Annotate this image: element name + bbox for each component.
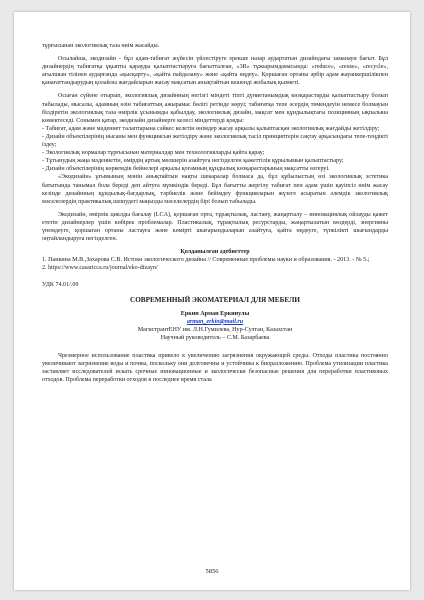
udk-code: УДК 74.01/.09 [42,282,79,289]
reference-item: 1. Панкина М.В.,Захарова С.В. Истоки экологического дизайна // Современные проблемы науки и образования. - 2013. - № 5.; [42,257,370,264]
document-page [14,12,410,590]
paragraph-kz-3: «Экодизайн» ұғымының мәнін анықтайтын нақты шекаралар болмаса да, бұл құбылыстың өзі экологиялық эстетика батытында танымал бола береді деп айтуға мүмкіндік береді. Бұл бағытты жергілу табиғат пен адам үшін қауіпсіз өнім жасау кезінде дизайнның құндылық-бағдарлық, тәрбиелік және бейімдеу функцияларын жүзеге асыратын әлемдік экологиялық мәселелердің практикалық шешудегі маңызды мәселелердің бірі болып табылады. [42,174,388,205]
paragraph-kz-0: тұрғысынан экологиялық таза өнім жасайды. [42,43,160,49]
paragraph-kz-2: Осыған сүйене отырып, экологиялық дизайнның негізгі міндеті тіпті дүниетанымдық көзқарастарды қалыптастыру болып табылады, мысалы, адамның өзін табиғаттың ажырамас бөлігі ретінде көруі; табиғатқа тепе әсердің төмендеуін немесе болмауын білдіретін экологиялық таза өмірлік ұсынымды қабылдау, экологиялық дизайн, мақсат мен құндылықтағы позицияның ықпалына көмектеседі. Сонымен қатар, экодизайн дизайнерге келесі міндеттерді қояды: [42,93,388,124]
list-item: - Экологиялық нормалар тұрғысынан материалдар мен технологияларды қайта қарау; [42,150,265,157]
supervisor: Научный руководитель – С.М. Базарбаева [160,334,270,341]
reference-item: 2. https://www.casaricca.ru/journal/eko-dizayn/ [42,265,158,272]
list-item: - Дизайн объектілерінің нысаны мен функциясын жетілдіру және экологиялық тасіл принциптерін сақтау арқасындағы тепе-теңдікті іздеу; [42,133,388,149]
list-item: - Тұтынудың жаңа мәдениетін, өмірдің артық мөлшерін азайтуға негізделген қажеттілік құрылымын қалыптастыру; [42,158,344,165]
page-content [42,42,388,384]
references-heading: Қолданылған әдебиеттер [180,249,250,256]
page-number: 5856 [205,568,219,575]
list-item: - Табиғат, адам және мәдениет талаптарына сәйкес келетін өнімдер жасау арқылы қалыптасқан экологиялық жағдайды жетілдіру; [42,125,380,132]
list-item: - Дизайн объектілерінің көркемдік бейнелері арқылы қоғамның құндылық көзқарастарының мақсатты өзгеруі. [42,166,330,173]
author-email-link[interactable]: arman_erkin@mail.ru [186,318,244,325]
paragraph-kz-1: Осылайша, экодизайн - бұл адам-табиғат жүйесін үйлестіруге ерекше назар аудартатын дизайндағы заманауи бағыт. Бұл дизайнердің табиғатқа ұқыпты қарауды қалыптастыруға бағытталған, «3R» тұжырымдамасында: «reduce», «reuse», «recycle», ағылшын тілінен аударғанда «қысқарту», «қайта пайдалану» және «қайта өңдеу». Қоршаған ортаны әрбір адам жауапкершілікпен қанағаттандырудың қолайлы жағдайларын жасау мақсатын анықтайтын кешенді жобалық қызметі. [42,56,388,87]
article-title: СОВРЕМЕННЫЙ ЭКОМАТЕРИАЛ ДЛЯ МЕБЕЛИ [130,295,300,304]
author-name: Еркин Арман Еркинулы [180,310,250,317]
abstract-paragraph: Чрезмерное использование пластика привело к увеличению загрязнения окружающей среды. Отходы пластика постоянно увеличивают загрязнение воды и почвы, поскольку они долговечны и устойчивы к биоразложению. Проблема утилизации пластика заставляет исследователей искать срочные инновационные и экологически безопасные решения для переработки пластиковых отходов. Проблема переработки отходов в последнее время стала [42,352,388,384]
paragraph-kz-4: Экодизайн, өмірлік циклды бағалау (LCA), қоршаған орта, тұрақтылық, ластану, жаңартылу – инновациялық ойлауды қажет ететін дизайнерлер үшін көбірек проблемалар. Пластикалық, тұрақтылық ресурстарды, жаңартылатын көздерді, энергияны үнемдеуге, қоршаған ортаны ластауға және көмірті шығарындыларын азайтуға, қайта өңдеуге, түпкілікті шығындарды оңтайландыруға негізделген. [42,211,388,243]
author-affiliation: МагистрантЕНУ им. Л.Н.Гумилева, Нур-Султан, Казахстан [137,326,293,333]
